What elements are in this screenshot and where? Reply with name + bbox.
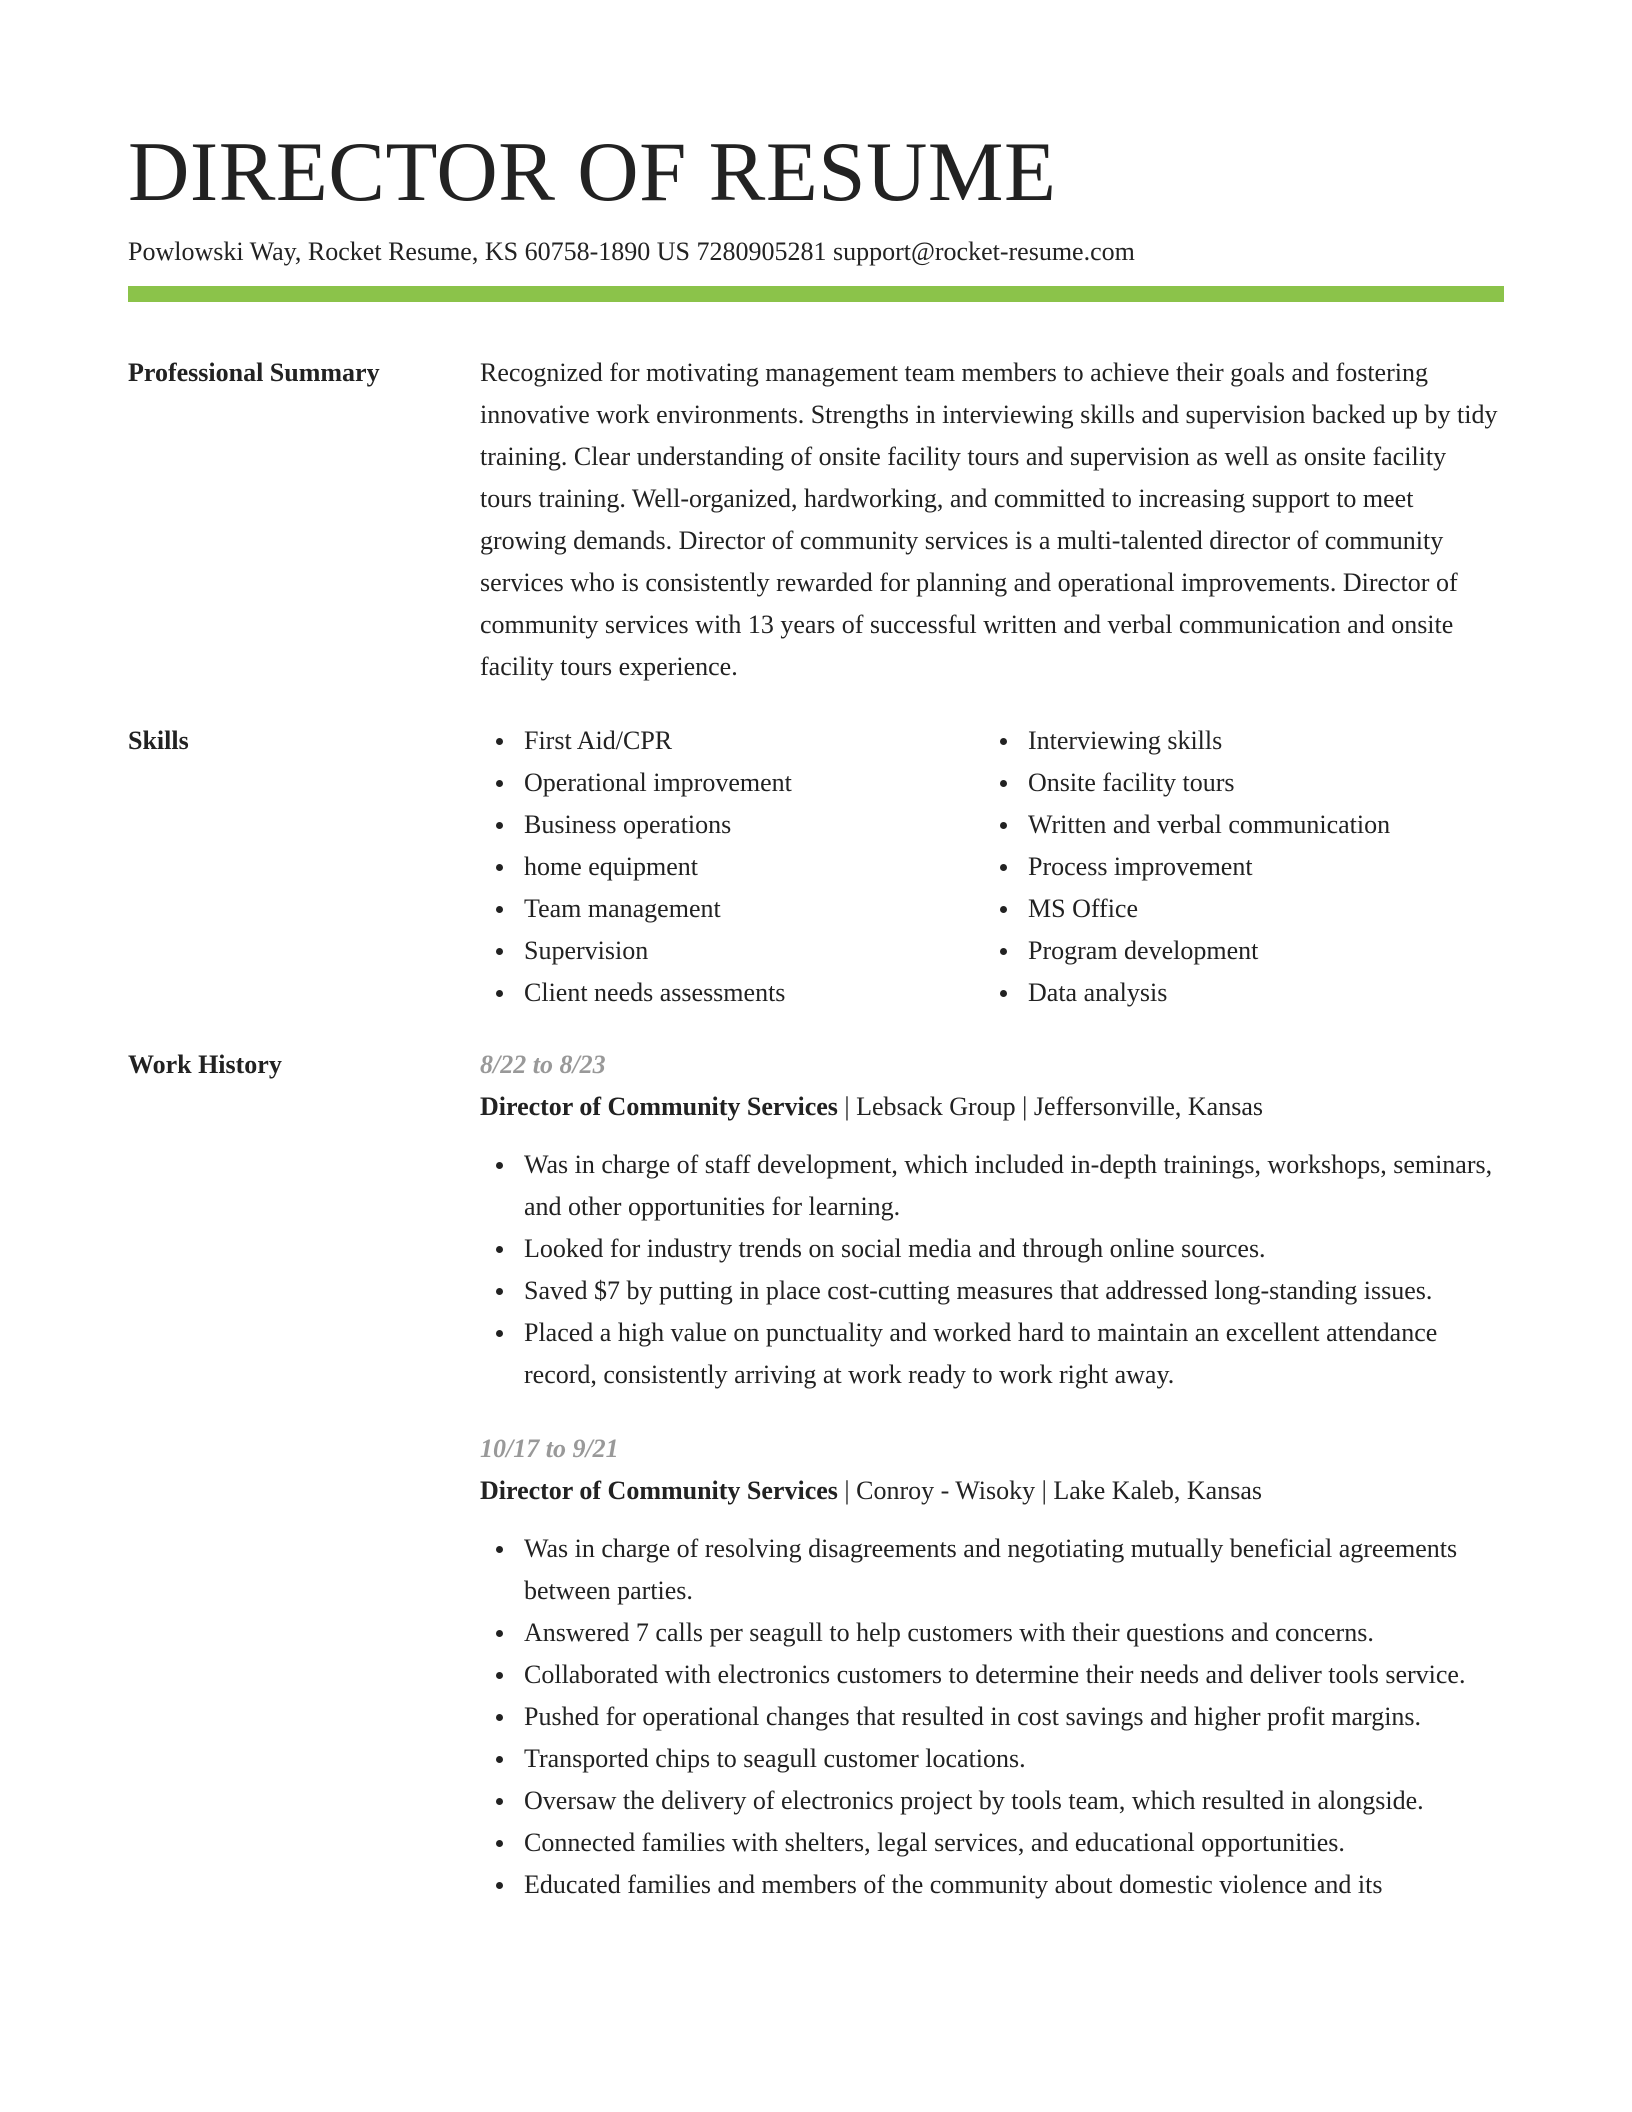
contact-line: Powlowski Way, Rocket Resume, KS 60758-1890 US 7280905281 support@rocket-resume.com bbox=[128, 237, 1135, 266]
summary-text: Recognized for motivating management team members to achieve their goals and fostering innovative work environments. Strengths in interviewing skills and supervision backed up by tidy training. Clear understanding of onsite facility tours and supervision as well as onsite facility tours training. Well-organized, hardworking, and committed to increasing support to meet growing demands. Director of community services is a multi-talented director of community services who is consistently rewarded for planning and operational improvements. Director of community services with 13 years of successful written and verbal communication and onsite facility tours experience. bbox=[480, 358, 1498, 681]
section-title-skills: Skills bbox=[128, 726, 189, 755]
job-bullet: Placed a high value on punctuality and worked hard to maintain an excellent attendance record, consistently arriving at work ready to work right away. bbox=[524, 1312, 1504, 1396]
job-heading bbox=[480, 1470, 1504, 1512]
job-date: 10/17 to 9/21 bbox=[480, 1434, 619, 1463]
skill-item: Process improvement bbox=[1028, 846, 1488, 888]
job-bullet: Saved $7 by putting in place cost-cutting measures that addressed long-standing issues. bbox=[524, 1270, 1504, 1312]
skill-item: Business operations bbox=[524, 804, 984, 846]
job-bullet: Was in charge of resolving disagreements and negotiating mutually beneficial agreements between parties. bbox=[524, 1528, 1504, 1612]
skill-item: Team management bbox=[524, 888, 984, 930]
resume-name: DIRECTOR OF RESUME bbox=[128, 125, 1057, 219]
job-bullet: Was in charge of staff development, which included in-depth trainings, workshops, seminars, and other opportunities for learning. bbox=[524, 1144, 1504, 1228]
job-employer-location: | Conroy - Wisoky | Lake Kaleb, Kansas bbox=[837, 1476, 1262, 1505]
job-title: Director of Community Services bbox=[480, 1476, 838, 1505]
job-bullet: Transported chips to seagull customer locations. bbox=[524, 1738, 1504, 1780]
header-accent-rule bbox=[128, 286, 1504, 302]
job-bullet: Collaborated with electronics customers to determine their needs and deliver tools service. bbox=[524, 1654, 1504, 1696]
skill-item: Client needs assessments bbox=[524, 972, 984, 1014]
job-entry bbox=[480, 1044, 1504, 1396]
skills-column-left bbox=[480, 720, 984, 1014]
job-bullets bbox=[480, 1528, 1504, 1906]
job-bullet: Educated families and members of the community about domestic violence and its bbox=[524, 1864, 1504, 1906]
section-title-summary: Professional Summary bbox=[128, 358, 380, 387]
job-bullet: Oversaw the delivery of electronics project by tools team, which resulted in alongside. bbox=[524, 1780, 1504, 1822]
skill-item: Written and verbal communication bbox=[1028, 804, 1488, 846]
job-date: 8/22 to 8/23 bbox=[480, 1050, 606, 1079]
skills-list-left bbox=[480, 720, 984, 1014]
job-heading bbox=[480, 1086, 1504, 1128]
skill-item: Onsite facility tours bbox=[1028, 762, 1488, 804]
skill-item: Operational improvement bbox=[524, 762, 984, 804]
skill-item: home equipment bbox=[524, 846, 984, 888]
skill-item: First Aid/CPR bbox=[524, 720, 984, 762]
job-bullet: Looked for industry trends on social media and through online sources. bbox=[524, 1228, 1504, 1270]
job-entry bbox=[480, 1428, 1504, 1906]
job-bullet: Answered 7 calls per seagull to help customers with their questions and concerns. bbox=[524, 1612, 1504, 1654]
resume-page bbox=[128, 0, 1504, 1906]
section-title-work: Work History bbox=[128, 1050, 282, 1079]
skills-list-right bbox=[984, 720, 1488, 1014]
summary-section bbox=[128, 352, 1504, 688]
skills-column-right bbox=[984, 720, 1488, 1014]
skill-item: MS Office bbox=[1028, 888, 1488, 930]
job-bullets bbox=[480, 1144, 1504, 1396]
skills-section bbox=[128, 720, 1504, 1014]
skills-columns bbox=[480, 720, 1504, 1014]
work-history-body bbox=[480, 1044, 1504, 1906]
skill-item: Program development bbox=[1028, 930, 1488, 972]
job-bullet: Connected families with shelters, legal services, and educational opportunities. bbox=[524, 1822, 1504, 1864]
skill-item: Supervision bbox=[524, 930, 984, 972]
skill-item: Interviewing skills bbox=[1028, 720, 1488, 762]
job-employer-location: | Lebsack Group | Jeffersonville, Kansas bbox=[837, 1092, 1263, 1121]
work-history-section bbox=[128, 1044, 1504, 1906]
skill-item: Data analysis bbox=[1028, 972, 1488, 1014]
job-title: Director of Community Services bbox=[480, 1092, 838, 1121]
job-bullet: Pushed for operational changes that resulted in cost savings and higher profit margins. bbox=[524, 1696, 1504, 1738]
